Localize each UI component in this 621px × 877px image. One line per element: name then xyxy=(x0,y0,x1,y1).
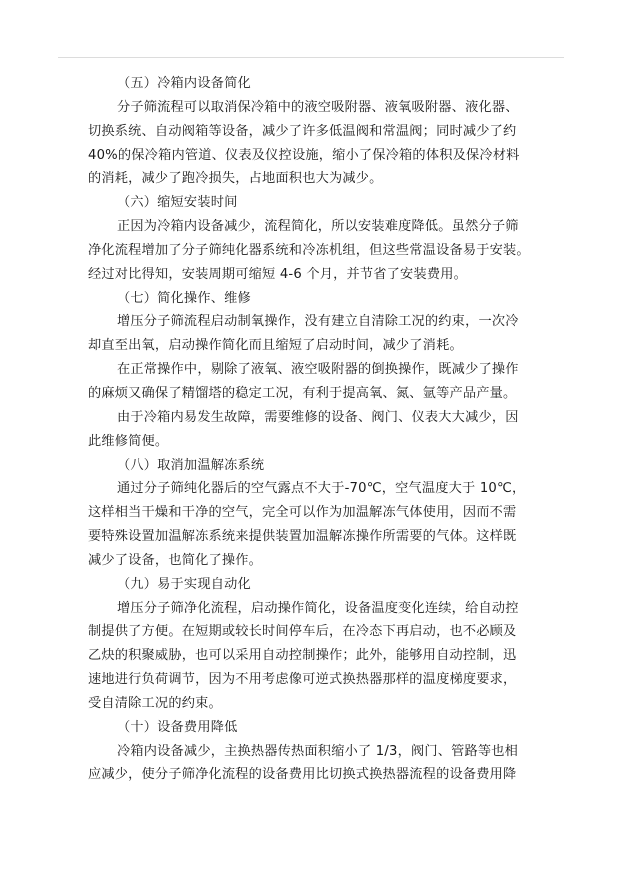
paragraph-line: 速地进行负荷调节，因为不用考虑像可逆式换热器那样的温度梯度要求， xyxy=(88,672,517,688)
paragraph-line: 切换系统、自动阀箱等设备，减少了许多低温阀和常温阀；同时减少了约 xyxy=(88,123,517,139)
paragraph-line: 正因为冷箱内设备减少，流程简化，所以安装难度降低。虽然分子筛 xyxy=(117,219,519,235)
paragraph-line: 增压分子筛净化流程，启动操作简化，设备温度变化连续，给自动控 xyxy=(117,600,519,616)
paragraph-line: 的麻烦又确保了精馏塔的稳定工况，有利于提高氧、氮、氩等产品产量。 xyxy=(88,385,517,401)
paragraph-line: 40%的保冷箱内管道、仪表及仪控设施，缩小了保冷箱的体积及保冷材料 xyxy=(88,147,520,163)
paragraph-line: 的消耗，减少了跑冷损失，占地面积也大为减少。 xyxy=(88,171,383,187)
header-rule xyxy=(58,57,564,58)
paragraph-line: 冷箱内设备减少，主换热器传热面积缩小了 1/3，阀门、管路等也相 xyxy=(117,743,519,759)
paragraph-line: 受自清除工况的约束。 xyxy=(88,695,222,711)
paragraph-line: 此维修简便。 xyxy=(88,433,169,449)
paragraph-line: 却直至出氧，启动操作简化而且缩短了启动时间，减少了消耗。 xyxy=(88,338,463,354)
paragraph-line: 在正常操作中，剔除了液氧、液空吸附器的倒换操作，既减少了操作 xyxy=(117,362,519,378)
paragraph-line: 增压分子筛流程启动制氧操作，没有建立自清除工况的约束，一次冷 xyxy=(117,314,519,330)
paragraph-line: 要特殊设置加温解冻系统来提供装置加温解冻操作所需要的气体。这样既 xyxy=(88,529,517,545)
document-body xyxy=(88,72,564,787)
paragraph-line: 应减少，使分子筛净化流程的设备费用比切换式换热器流程的设备费用降 xyxy=(88,767,517,783)
paragraph-line: 经过对比得知，安装周期可缩短 4-6 个月，并节省了安装费用。 xyxy=(88,266,467,282)
paragraph-line: 分子筛流程可以取消保冷箱中的液空吸附器、液氧吸附器、液化器、 xyxy=(117,99,519,115)
paragraph-line: 减少了设备，也简化了操作。 xyxy=(88,552,263,568)
section-heading-10: （十）设备费用降低 xyxy=(117,719,238,735)
section-heading-9: （九）易于实现自动化 xyxy=(117,576,251,592)
paragraph-line: 这样相当干燥和干净的空气，完全可以作为加温解冻气体使用，因而不需 xyxy=(88,505,517,521)
paragraph-line: 净化流程增加了分子筛纯化器系统和冷冻机组，但这些常温设备易于安装。 xyxy=(88,242,530,258)
section-heading-7: （七）简化操作、维修 xyxy=(117,290,251,306)
section-heading-6: （六）缩短安装时间 xyxy=(117,195,238,211)
paragraph-line: 乙炔的积聚威胁，也可以采用自动控制操作；此外，能够用自动控制，迅 xyxy=(88,648,517,664)
paragraph-line: 制提供了方便。在短期或较长时间停车后，在冷态下再启动，也不必顾及 xyxy=(88,624,517,640)
paragraph-line: 通过分子筛纯化器后的空气露点不大于-70℃，空气温度大于 10℃， xyxy=(117,481,526,497)
section-heading-8: （八）取消加温解冻系统 xyxy=(117,457,265,473)
paragraph-line: 由于冷箱内易发生故障，需要维修的设备、阀门、仪表大大减少，因 xyxy=(117,409,519,425)
section-heading-5: （五）冷箱内设备简化 xyxy=(117,76,251,91)
